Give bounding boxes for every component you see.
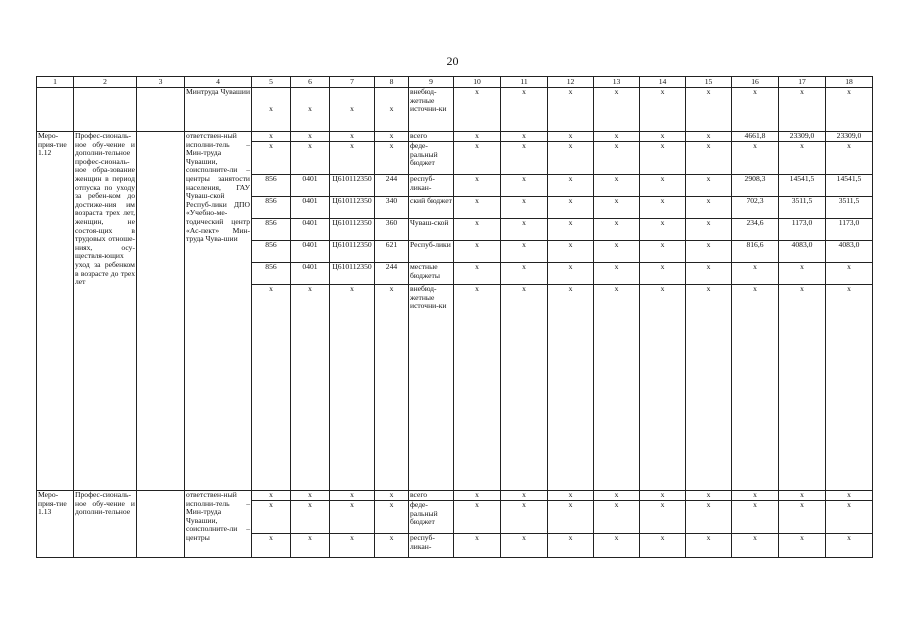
value-cell: x (501, 241, 548, 263)
value-cell: 0401 (291, 197, 330, 219)
value-cell: 4083,0 (826, 241, 873, 263)
value-cell: x (594, 491, 640, 501)
executor-cell: Минтруда Чувашии (185, 88, 252, 132)
value-cell: x (501, 285, 548, 491)
source-cell: внебюд-жетные источни-ки (409, 88, 454, 132)
empty-cell (137, 132, 185, 491)
value-cell: x (330, 491, 375, 501)
value-cell: x (640, 263, 686, 285)
value-cell: x (640, 142, 686, 175)
value-cell: x (548, 142, 594, 175)
value-cell: x (640, 219, 686, 241)
value-cell: 0401 (291, 241, 330, 263)
value-cell: x (454, 197, 501, 219)
value-cell: x (291, 132, 330, 142)
value-cell: x (291, 491, 330, 501)
value-cell: x (548, 491, 594, 501)
table-row (37, 491, 873, 501)
value-cell: x (640, 175, 686, 197)
header-row (37, 77, 873, 88)
value-cell: x (501, 88, 548, 132)
value-cell: x (732, 142, 779, 175)
value-cell: x (548, 219, 594, 241)
source-cell: респуб-ликан- (409, 534, 454, 558)
value-cell: x (732, 263, 779, 285)
value-cell: x (548, 263, 594, 285)
empty-cell (37, 88, 74, 132)
value-cell: x (454, 142, 501, 175)
value-cell: x (594, 241, 640, 263)
value-cell: x (375, 132, 409, 142)
value-cell: x (330, 142, 375, 175)
value-cell: x (826, 263, 873, 285)
value-cell: x (779, 534, 826, 558)
value-cell: 816,6 (732, 241, 779, 263)
value-cell: x (291, 88, 330, 132)
value-cell: x (501, 534, 548, 558)
value-cell: x (501, 142, 548, 175)
header-cell: 14 (640, 77, 686, 88)
source-cell: Чуваш-ской (409, 219, 454, 241)
value-cell: x (252, 132, 291, 142)
source-cell: ский бюджет (409, 197, 454, 219)
executor-cell: ответствен-ный исполни-тель – Мин-труда Чувашии, соисполните-ли – центры (185, 491, 252, 558)
value-cell: 0401 (291, 219, 330, 241)
value-cell: x (594, 88, 640, 132)
value-cell: x (826, 285, 873, 491)
value-cell: x (594, 534, 640, 558)
value-cell: x (548, 175, 594, 197)
source-cell: феде-ральный бюджет (409, 501, 454, 534)
event-name-cell: Профес-сиональ-ное обу-чение и дополни-тельное (74, 491, 137, 558)
value-cell: x (640, 241, 686, 263)
value-cell: x (594, 132, 640, 142)
value-cell: x (291, 501, 330, 534)
header-cell: 6 (291, 77, 330, 88)
value-cell: x (732, 285, 779, 491)
value-cell: 14541,5 (779, 175, 826, 197)
value-cell: x (330, 534, 375, 558)
value-cell: 2908,3 (732, 175, 779, 197)
value-cell: x (686, 534, 732, 558)
value-cell: 23309,0 (826, 132, 873, 142)
value-cell: x (826, 534, 873, 558)
value-cell: 234,6 (732, 219, 779, 241)
header-cell: 11 (501, 77, 548, 88)
value-cell: x (252, 285, 291, 491)
value-cell: x (501, 501, 548, 534)
value-cell: x (330, 501, 375, 534)
empty-cell (137, 491, 185, 558)
source-cell: всего (409, 491, 454, 501)
value-cell: x (779, 88, 826, 132)
header-cell: 17 (779, 77, 826, 88)
value-cell: Ц610112350 (330, 197, 375, 219)
value-cell: 3511,5 (779, 197, 826, 219)
value-cell: 702,3 (732, 197, 779, 219)
value-cell: 0401 (291, 263, 330, 285)
source-cell: внебюд-жетные источни-ки (409, 285, 454, 491)
source-cell: феде-ральный бюджет (409, 142, 454, 175)
value-cell: x (454, 491, 501, 501)
value-cell: x (454, 534, 501, 558)
header-cell: 8 (375, 77, 409, 88)
value-cell: x (375, 88, 409, 132)
value-cell: x (686, 491, 732, 501)
value-cell: x (640, 197, 686, 219)
value-cell: x (375, 501, 409, 534)
value-cell: x (826, 88, 873, 132)
value-cell: x (686, 175, 732, 197)
value-cell: x (594, 263, 640, 285)
table-row (37, 132, 873, 142)
value-cell: 14541,5 (826, 175, 873, 197)
value-cell: x (594, 501, 640, 534)
value-cell: x (640, 88, 686, 132)
header-cell: 7 (330, 77, 375, 88)
value-cell: 1173,0 (826, 219, 873, 241)
value-cell: x (686, 241, 732, 263)
value-cell: x (779, 501, 826, 534)
value-cell: x (454, 88, 501, 132)
value-cell: x (686, 142, 732, 175)
value-cell: x (779, 263, 826, 285)
value-cell: x (826, 501, 873, 534)
value-cell: x (375, 142, 409, 175)
event-label-cell: Меро-прия-тие 1.13 (37, 491, 74, 558)
table-row (37, 88, 873, 132)
value-cell: 856 (252, 263, 291, 285)
value-cell: x (501, 219, 548, 241)
value-cell: x (594, 285, 640, 491)
header-cell: 13 (594, 77, 640, 88)
value-cell: x (252, 142, 291, 175)
value-cell: x (640, 285, 686, 491)
value-cell: x (330, 88, 375, 132)
value-cell: x (548, 197, 594, 219)
header-cell: 9 (409, 77, 454, 88)
header-cell: 5 (252, 77, 291, 88)
value-cell: x (686, 285, 732, 491)
budget-table (36, 76, 873, 558)
value-cell: 3511,5 (826, 197, 873, 219)
empty-cell (137, 88, 185, 132)
value-cell: x (686, 132, 732, 142)
value-cell: x (330, 285, 375, 491)
value-cell: Ц610112350 (330, 175, 375, 197)
value-cell: 340 (375, 197, 409, 219)
header-cell: 3 (137, 77, 185, 88)
value-cell: x (375, 285, 409, 491)
value-cell: x (548, 534, 594, 558)
value-cell: x (252, 501, 291, 534)
value-cell: x (548, 285, 594, 491)
value-cell: x (548, 241, 594, 263)
value-cell: x (640, 491, 686, 501)
value-cell: x (732, 88, 779, 132)
value-cell: x (501, 132, 548, 142)
value-cell: x (291, 285, 330, 491)
value-cell: x (501, 197, 548, 219)
value-cell: x (454, 175, 501, 197)
value-cell: x (826, 491, 873, 501)
header-cell: 18 (826, 77, 873, 88)
value-cell: x (330, 132, 375, 142)
event-label-cell: Меро-прия-тие 1.12 (37, 132, 74, 491)
value-cell: 1173,0 (779, 219, 826, 241)
value-cell: 856 (252, 175, 291, 197)
value-cell: x (454, 241, 501, 263)
page-number: 20 (446, 54, 459, 68)
value-cell: x (594, 219, 640, 241)
empty-cell (74, 88, 137, 132)
value-cell: x (640, 534, 686, 558)
value-cell: 4083,0 (779, 241, 826, 263)
value-cell: x (594, 142, 640, 175)
value-cell: Ц610112350 (330, 219, 375, 241)
value-cell: x (252, 88, 291, 132)
executor-cell: ответствен-ный исполни-тель – Мин-труда Чувашии, соисполните-ли – центры занятости населения, ГАУ Чуваш-ской Респуб-лики ДПО «Учебно-ме-тодический центр «Ас-пект» Мин-труда Чува-шии (185, 132, 252, 491)
value-cell: x (454, 263, 501, 285)
value-cell: x (454, 285, 501, 491)
value-cell: x (252, 534, 291, 558)
value-cell: x (732, 491, 779, 501)
value-cell: x (454, 219, 501, 241)
header-cell: 2 (74, 77, 137, 88)
value-cell: x (375, 491, 409, 501)
source-cell: Респуб-лики (409, 241, 454, 263)
value-cell: x (501, 175, 548, 197)
value-cell: x (594, 197, 640, 219)
value-cell: 23309,0 (779, 132, 826, 142)
value-cell: 856 (252, 219, 291, 241)
value-cell: x (454, 132, 501, 142)
value-cell: x (686, 197, 732, 219)
value-cell: 4661,8 (732, 132, 779, 142)
value-cell: x (732, 534, 779, 558)
header-cell: 10 (454, 77, 501, 88)
value-cell: x (779, 142, 826, 175)
value-cell: x (375, 534, 409, 558)
value-cell: 244 (375, 175, 409, 197)
value-cell: x (291, 534, 330, 558)
value-cell: Ц610112350 (330, 263, 375, 285)
value-cell: 856 (252, 197, 291, 219)
value-cell: 244 (375, 263, 409, 285)
header-cell: 15 (686, 77, 732, 88)
value-cell: x (548, 501, 594, 534)
value-cell: Ц610112350 (330, 241, 375, 263)
value-cell: x (779, 285, 826, 491)
value-cell: 856 (252, 241, 291, 263)
value-cell: x (548, 132, 594, 142)
value-cell: x (686, 219, 732, 241)
value-cell: x (732, 501, 779, 534)
value-cell: x (454, 501, 501, 534)
header-cell: 16 (732, 77, 779, 88)
value-cell: x (548, 88, 594, 132)
value-cell: x (291, 142, 330, 175)
header-cell: 4 (185, 77, 252, 88)
value-cell: 621 (375, 241, 409, 263)
value-cell: x (686, 501, 732, 534)
source-cell: всего (409, 132, 454, 142)
header-cell: 12 (548, 77, 594, 88)
value-cell: x (779, 491, 826, 501)
value-cell: x (686, 88, 732, 132)
source-cell: местные бюджеты (409, 263, 454, 285)
value-cell: x (640, 132, 686, 142)
value-cell: x (686, 263, 732, 285)
header-cell: 1 (37, 77, 74, 88)
value-cell: x (826, 142, 873, 175)
event-name-cell: Профес-сиональ-ное обу-чение и дополни-тельное профес-сиональ-ное обра-зование женщин в период отпуска по уходу за ребен-ком до достиже-ния им возраста трех лет, женщин, не состоя-щих в трудовых отноше-ниях, осу-ществля-ющих уход за ребенком в возрасте до трех лет (74, 132, 137, 491)
value-cell: x (252, 491, 291, 501)
value-cell: x (640, 501, 686, 534)
value-cell: x (594, 175, 640, 197)
value-cell: x (501, 491, 548, 501)
value-cell: 0401 (291, 175, 330, 197)
value-cell: 360 (375, 219, 409, 241)
value-cell: x (501, 263, 548, 285)
source-cell: респуб-ликан- (409, 175, 454, 197)
